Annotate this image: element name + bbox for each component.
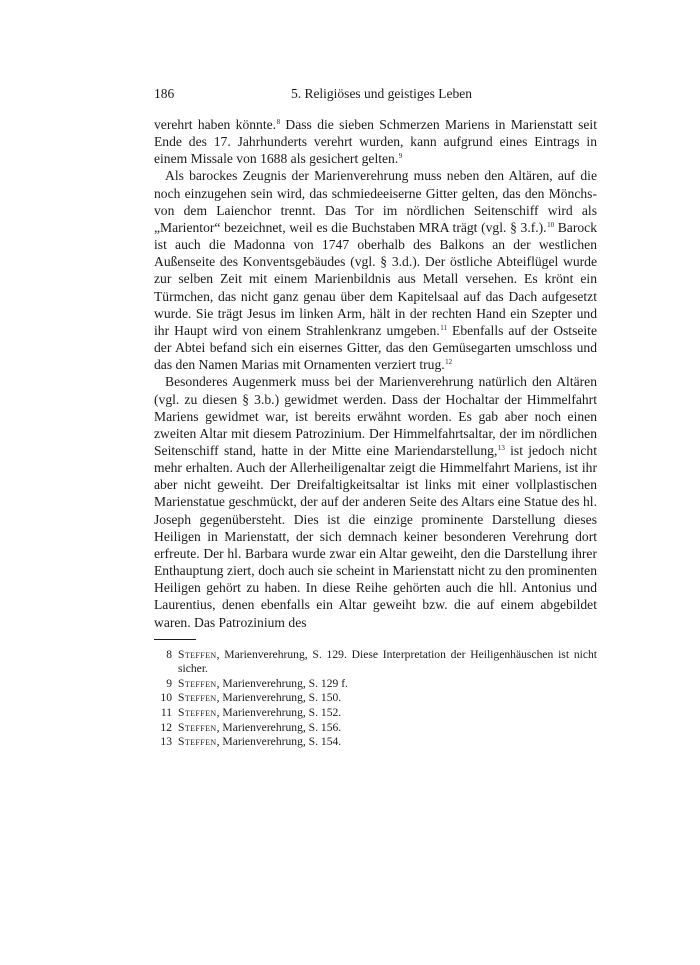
chapter-title: 5. Religiöses und geistiges Leben [290,86,473,101]
text-run: Als barockes Zeugnis der Marienverehrung muss neben den Altären, auf die noch einzugehen sein wird, das schmiedeeiserne Gitter gelten, das den Mönchs- von dem Laienchor trennt. Das Tor im nördlichen Seitenschiff wird als „Marientor“ bezeichnet, weil es die Buchstaben MRA trägt (vgl. § 3.f.). [154,168,597,235]
text-run: Ebenfalls auf der Ostseite der Abtei befand sich ein eisernes Gitter, das den Gemüsegarten umschloss und das den Namen Marias mit Ornamenten verziert trug. [154,322,597,373]
footnote-citation: , Marienverehrung, S. 154. [216,735,342,749]
footnote-text [178,721,597,736]
footnote-reference[interactable]: 9 [398,152,403,161]
footnote-number: 13 [160,735,172,749]
footnote-author: Steffen [178,735,217,749]
main-text [154,116,597,631]
page-number: 186 [154,86,175,101]
text-run: ist jedoch nicht mehr erhalten. Auch der Allerheiligenaltar zeigt die Himmelfahrt Mariens, ist ihr aber nicht geweiht. Der Dreifaltigkeitsaltar ist links mit einer vollplastischen Marienstatue geschmückt, der auf der anderen Seite des Altars eine Statue des hl. Joseph gegenübersteht. Dies ist die einzige prominente Darstellung dieses Heiligen in Marienstatt, der sich demnach keiner besonderen Verehrung dort erfreute. Der hl. Barbara wurde zwar ein Altar geweiht, den die Darstellung ihrer Enthauptung ziert, doch auch sie scheint in Marienstatt nicht zu den prominenten Heiligen gehört zu haben. In diese Reihe gehörten auch die hll. Antonius und Laurentius, denen ebenfalls ein Altar geweiht bzw. die auf einem abgebildet waren. Das Patrozinium des [154,442,597,630]
footnote-author: Steffen [178,676,217,690]
footnote [154,648,597,677]
footnote-reference[interactable]: 10 [547,220,555,229]
footnote-number: 12 [160,720,172,734]
footnote-number: 9 [166,676,172,690]
footnote-citation: , Marienverehrung, S. 152. [216,706,342,720]
footnote-text [178,706,597,721]
footnote-reference[interactable]: 8 [276,118,281,126]
footnote-author: Steffen [178,706,217,720]
running-head [154,78,597,101]
footnote-text [178,691,597,706]
footnote [154,735,597,750]
text-run: Barock ist auch die Madonna von 1747 oberhalb des Balkons an der westlichen Außenseite des Konventsgebäudes (vgl. § 3.d.). Der östliche Abteiflügel wurde zur selben Zeit mit einem Marienbildnis aus Metall versehen. Es krönt ein Türmchen, das nicht ganz genau über dem Kapitelsaal auf das Dach aufgesetzt wurde. Sie trägt Jesus im linken Arm, hält in der rechten Hand ein Szepter und ihr Haupt wird von einem Strahlenkranz umgeben. [154,219,597,338]
footnote-divider [154,639,196,640]
footnotes [154,648,597,750]
footnote-reference[interactable]: 12 [445,358,453,367]
footnote-citation: , Marienverehrung, S. 129. Diese Interpretation der Heiligenhäuschen ist nicht sicher. [178,647,597,676]
book-page [154,78,597,750]
footnote-text [178,648,597,677]
footnote-author: Steffen [178,691,217,705]
footnote-reference[interactable]: 11 [440,323,448,332]
footnote-citation: , Marienverehrung, S. 150. [216,691,342,705]
footnote-text [178,735,597,750]
footnote [154,691,597,706]
text-run: Dass die sieben Schmerzen Mariens in Marienstatt seit Ende des 17. Jahrhunderts verehrt wurden, kann aufgrund eines Eintrags in einem Missale von 1688 als gesichert gelten. [154,117,597,167]
footnote-number: 8 [166,647,172,661]
footnote-author: Steffen [178,647,217,661]
body-paragraph [154,167,597,373]
footnote [154,721,597,736]
text-run: verehrt haben könnte. [154,117,277,132]
footnote-author: Steffen [178,720,217,734]
footnote-citation: , Marienverehrung, S. 129 f. [216,676,348,690]
footnote-number: 10 [160,691,172,705]
footnote [154,677,597,692]
footnote-text [178,677,597,692]
footnote-reference[interactable]: 13 [497,443,505,452]
footnote-citation: , Marienverehrung, S. 156. [216,720,342,734]
body-paragraph [154,116,597,167]
body-paragraph [154,373,597,630]
text-run: Besonderes Augenmerk muss bei der Marienverehrung natürlich den Altären (vgl. zu diesen § 3.b.) gewidmet werden. Dass der Hochaltar der Himmelfahrt Mariens gewidmet war, ist bereits erwähnt worden. Es gab aber noch einen zweiten Altar mit diesem Patrozinium. Der Himmelfahrtsaltar, der im nördlichen Seitenschiff stand, hatte in der Mitte eine Mariendarstellung, [154,374,597,458]
footnote [154,706,597,721]
footnote-number: 11 [160,706,172,720]
